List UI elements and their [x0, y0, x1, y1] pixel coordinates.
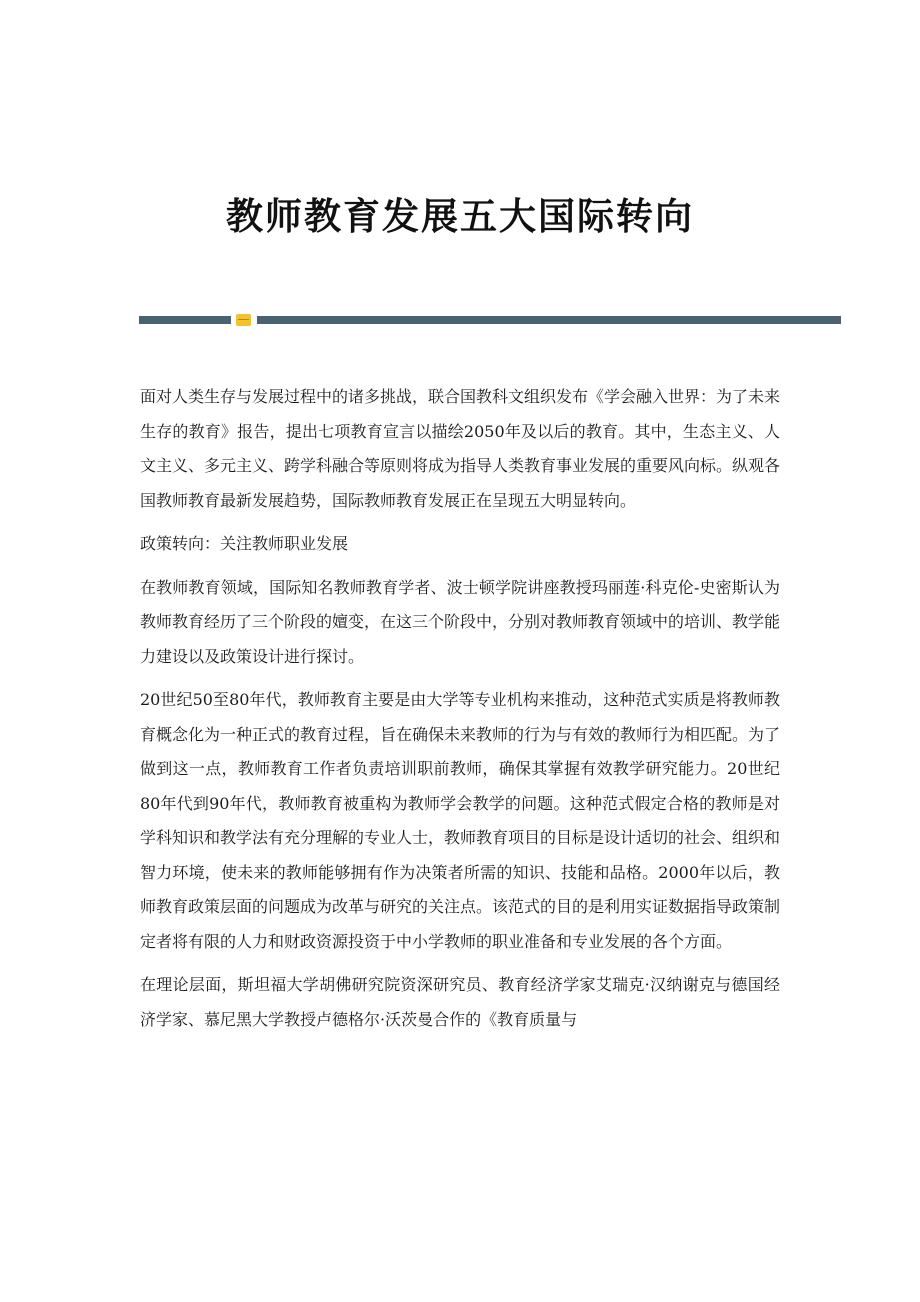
paragraph-three-stages: 在教师教育领域，国际知名教师教育学者、波士顿学院讲座教授玛丽莲·科克伦-史密斯认为教师教育经历了三个阶段的嬗变，在这三个阶段中，分别对教师教育领域中的培训、教学能力建设以及政策设计进行探讨。	[140, 577, 781, 666]
divider-ornament-icon	[236, 314, 251, 326]
divider-bar-right	[257, 316, 841, 324]
paragraph-theory: 在理论层面，斯坦福大学胡佛研究院资深研究员、教育经济学家艾瑞克·汉纳谢克与德国经济学家、慕尼黑大学教授卢德格尔·沃茨曼合作的《教育质量与	[140, 975, 780, 1029]
paragraph-history: 20世纪50至80年代，教师教育主要是由大学等专业机构来推动，这种范式实质是将教师教育概念化为一种正式的教育过程，旨在确保未来教师的行为与有效的教师行为相匹配。为了做到这一点，教师教育工作者负责培训职前教师，确保其掌握有效教学研究能力。20世纪80年代到90年代，教师教育被重构为教师学会教学的问题。这种范式假定合格的教师是对学科知识和教学法有充分理解的专业人士，教师教育项目的目标是设计适切的社会、组织和智力环境，使未来的教师能够拥有作为决策者所需的知识、技能和品格。2000年以后，教师教育政策层面的问题成为改革与研究的关注点。该范式的目的是利用实证数据指导政策制定者将有限的人力和财政资源投资于中小学教师的职业准备和专业发展的各个方面。	[140, 690, 781, 951]
paragraph-intro: 面对人类生存与发展过程中的诸多挑战，联合国教科文组织发布《学会融入世界：为了未来生存的教育》报告，提出七项教育宣言以描绘2050年及以后的教育。其中，生态主义、人文主义、多元主义、跨学科融合等原则将成为指导人类教育事业发展的重要风向标。纵观各国教师教育最新发展趋势，国际教师教育发展正在呈现五大明显转向。	[140, 387, 781, 510]
title-divider	[139, 314, 841, 326]
document-body	[140, 380, 780, 1046]
divider-bar-left	[139, 316, 231, 324]
document-title: 教师教育发展五大国际转向	[226, 194, 694, 238]
section-heading-policy: 政策转向：关注教师职业发展	[140, 534, 349, 553]
